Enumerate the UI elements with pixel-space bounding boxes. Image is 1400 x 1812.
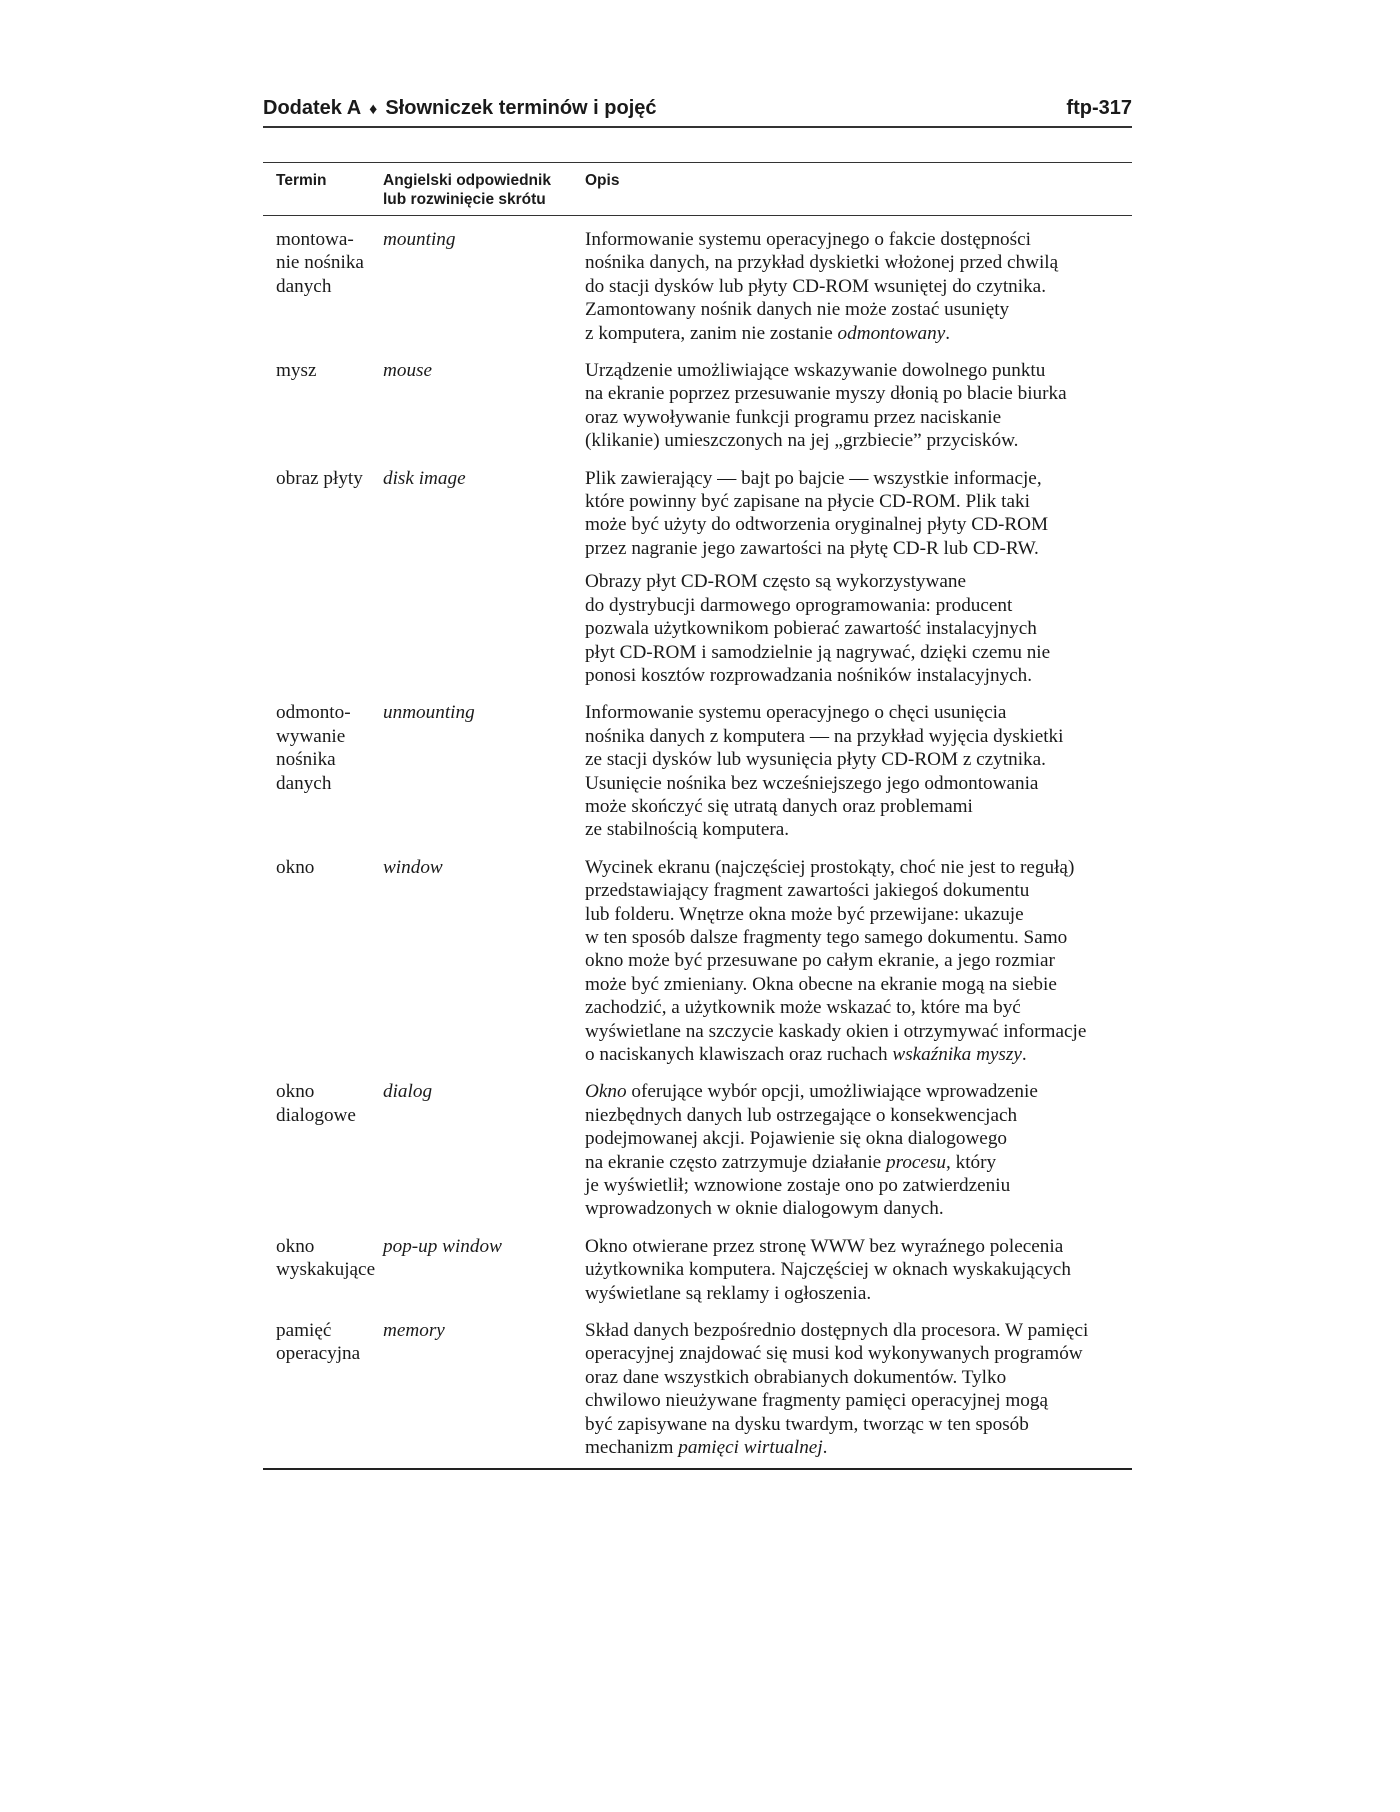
description-cell (585, 228, 1119, 345)
description-paragraph (585, 701, 1119, 841)
term-cell: odmonto- wywanie nośnika danych (276, 702, 351, 794)
description-cell (585, 359, 1119, 453)
english-cell: pop-up window (383, 1235, 502, 1257)
english-cell: unmounting (383, 702, 475, 724)
cross-reference: odmontowany (837, 322, 946, 344)
table-row (263, 216, 1132, 353)
cross-reference: Okno (585, 1081, 627, 1103)
description-cell (585, 1080, 1119, 1220)
description-text: Wycinek ekranu (najczęściej prostokąty, choć nie jest to regułą) przedstawiający fragment zawartości jakiegoś dokumentu lub folderu. Wnętrze okna może być przewijane: ukazuje w ten sposób dalsze fragmenty tego samego dokumentu. Samo okno może być przesuwane po całym ekranie, a jego rozmiar może być zmieniany. Okna obecne na ekranie mogą na siebie zachodzić, a użytkownik może wskazać to, które ma być wyświetlane na szczycie kaskady okien i otrzymywać informacje o naciskanych klawiszach oraz ruchach (585, 856, 1087, 1065)
term-cell: obraz płyty (276, 467, 363, 489)
page-number: ftp-317 (1066, 97, 1132, 119)
diamond-icon: ♦ (369, 101, 378, 118)
description-text: . (1021, 1044, 1027, 1065)
term-cell: okno wyskakujące (276, 1235, 376, 1281)
description-text: . (822, 1437, 828, 1459)
page-header (263, 98, 1132, 128)
table-row (263, 850, 1132, 1075)
english-cell: dialog (383, 1081, 433, 1103)
english-cell: window (383, 856, 443, 878)
cross-reference: pamięci wirtualnej (678, 1437, 823, 1459)
description-cell (585, 1319, 1119, 1459)
description-text: Okno otwierane przez stronę WWW bez wyraźnego polecenia użytkownika komputera. Najczęściej w oknach wyskakujących wyświetlane są reklamy i ogłoszenia. (585, 1235, 1071, 1304)
description-cell (585, 856, 1119, 1067)
description-paragraph (585, 1319, 1119, 1459)
description-text: Obrazy płyt CD-ROM często są wykorzystywane do dystrybucji darmowego oprogramowania: producent pozwala użytkownikom pobierać zawartość instalacyjnych płyt CD-ROM i samodzielnie ją nagrywać, dzięki czemu nie ponosi kosztów rozprowadzania nośników instalacyjnych. (585, 571, 1051, 686)
description-text: , który je wyświetlił; wznowione zostaje ono po zatwierdzeniu wprowadzonych w oknie dialogowym danych. (585, 1151, 1011, 1220)
description-text: . (945, 322, 951, 344)
description-paragraph (585, 228, 1119, 345)
column-header-english: Angielski odpowiednik lub rozwinięcie skrótu (383, 172, 551, 208)
table-row (263, 695, 1132, 849)
term-cell: montowa- nie nośnika danych (276, 229, 364, 297)
table-row (263, 353, 1132, 461)
description-paragraph (585, 359, 1119, 453)
table-row (263, 1229, 1132, 1313)
english-cell: memory (383, 1320, 445, 1342)
table-row (263, 1313, 1132, 1467)
description-text: Plik zawierający — bajt po bajcie — wszystkie informacje, które powinny być zapisane na płycie CD-ROM. Plik taki może być użyty do odtworzenia oryginalnej płyty CD-ROM przez nagranie jego zawartości na płytę CD-R lub CD-RW. (585, 467, 1049, 559)
description-text: Informowanie systemu operacyjnego o chęci usunięcia nośnika danych z komputera — na przykład wyjęcia dyskietki ze stacji dysków lub wysunięcia płyty CD-ROM z czytnika. Usunięcie nośnika bez wcześniejszego jego odmontowania może skończyć się utratą danych oraz problemami ze stabilnością komputera. (585, 702, 1064, 841)
english-cell: mounting (383, 229, 456, 250)
running-head (263, 97, 657, 120)
column-header-description: Opis (585, 172, 620, 189)
term-cell: okno (276, 856, 315, 878)
description-paragraph (585, 1235, 1119, 1305)
glossary-table (263, 162, 1132, 1470)
column-header-term: Termin (276, 172, 327, 189)
description-paragraph (585, 467, 1119, 561)
description-cell (585, 1235, 1119, 1305)
cross-reference: wskaźnika myszy (892, 1044, 1022, 1065)
term-cell: mysz (276, 360, 317, 382)
table-row (263, 461, 1132, 696)
english-cell: disk image (383, 467, 466, 489)
chapter-label: Dodatek A (263, 97, 362, 119)
table-body (263, 216, 1132, 1468)
description-paragraph (585, 856, 1119, 1067)
description-text: oferujące wybór opcji, umożliwiające wprowadzenie niezbędnych danych lub ostrzegające o konsekwencjach podejmowanej akcji. Pojawienie się okna dialogowego na ekranie często zatrzymuje działanie (585, 1081, 1038, 1173)
description-text: Informowanie systemu operacyjnego o fakcie dostępności nośnika danych, na przykład dyskietki włożonej przed chwilą do stacji dysków lub płyty CD-ROM wsuniętej do czytnika. Zamontowany nośnik danych nie może zostać usunięty z komputera, zanim nie zostanie (585, 229, 1059, 344)
table-row (263, 1074, 1132, 1228)
description-paragraph (585, 570, 1119, 687)
table-header (263, 163, 1132, 216)
description-cell (585, 701, 1119, 841)
term-cell: pamięć operacyjna (276, 1320, 361, 1365)
term-cell: okno dialogowe (276, 1081, 356, 1126)
description-cell (585, 467, 1119, 688)
description-text: Skład danych bezpośrednio dostępnych dla procesora. W pamięci operacyjnej znajdować się musi kod wykonywanych programów oraz dane wszystkich obrabianych dokumentów. Tylko chwilowo nieużywane fragmenty pamięci operacyjnej mogą być zapisywane na dysku twardym, tworząc w ten sposób mechanizm (585, 1320, 1089, 1459)
section-title: Słowniczek terminów i pojęć (385, 97, 657, 119)
english-cell: mouse (383, 360, 433, 382)
description-paragraph (585, 1080, 1119, 1220)
cross-reference: procesu (885, 1151, 947, 1173)
description-text: Urządzenie umożliwiające wskazywanie dowolnego punktu na ekranie poprzez przesuwanie myszy dłonią po blacie biurka oraz wywoływanie funkcji programu przez naciskanie (klikanie) umieszczonych na jej „grzbiecie” przycisków. (585, 360, 1067, 452)
